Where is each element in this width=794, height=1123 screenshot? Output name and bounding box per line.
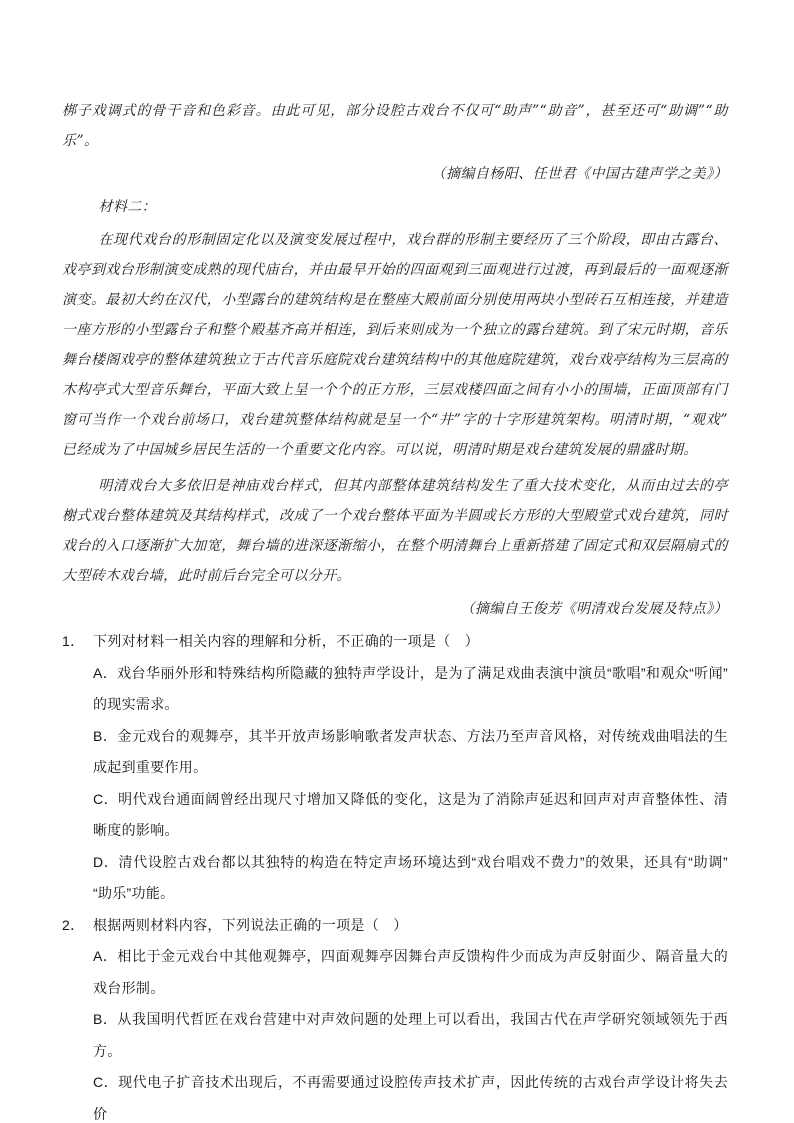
reading-materials — [62, 96, 728, 624]
question-2-stem-text: 根据两则材料内容，下列说法正确的一项是（ ） — [93, 916, 408, 933]
question-2-option-c: C．现代电子扩音技术出现后，不再需要通过设腔传声技术扩声，因此传统的古戏台声学设计将失去价 — [93, 1074, 728, 1122]
question-2-stem — [62, 910, 728, 942]
question-1-option-c: C．明代戏台通面阔曾经出现尺寸增加又降低的变化，这是为了消除声延迟和回声对声音整体性、清晰度的影响。 — [93, 790, 728, 838]
question-1-option-a: A．戏台华丽外形和特殊结构所隐藏的独特声学设计，是为了满足戏曲表演中演员“歌唱”和观众“听闻”的现实需求。 — [93, 664, 728, 712]
question-section — [62, 626, 728, 1123]
question-2 — [62, 910, 728, 1123]
question-2-option-b: B．从我国明代哲匠在戏台营建中对声效问题的处理上可以看出，我国古代在声学研究领域领先于西方。 — [93, 1011, 728, 1059]
question-1-option-d: D．清代设腔古戏台都以其独特的构造在特定声场环境达到“戏台唱戏不费力”的效果，还具有“助调”“助乐”功能。 — [93, 853, 728, 901]
question-1-option-b: B．金元戏台的观舞亭，其半开放声场影响歌者发声状态、方法乃至声音风格，对传统戏曲唱法的生成起到重要作用。 — [93, 727, 728, 775]
material-two-citation: （摘编自王俊芳《明清戏台发展及特点》） — [460, 601, 728, 617]
material-two-paragraph-2: 明清戏台大多依旧是神庙戏台样式，但其内部整体建筑结构发生了重大技术变化，从而由过去的亭榭式戏台整体建筑及其结构样式，改成了一个戏台整体平面为半圆或长方形的大型殿堂式戏台建筑，同时戏台的入口逐渐扩大加宽，舞台墙的进深逐渐缩小，在整个明清舞台上重新搭建了固定式和双层隔扇式的大型砖木戏台墙，此时前后台完全可以分开。 — [62, 478, 728, 584]
material-one-closing-line: 梆子戏调式的骨干音和色彩音。由此可见，部分设腔古戏台不仅可“助声”“助音”，甚至还可“助调”“助乐”。 — [62, 103, 728, 149]
question-1-stem — [62, 626, 728, 658]
question-1-number: 1． — [62, 633, 85, 649]
material-two-heading: 材料二： — [98, 199, 157, 215]
question-1 — [62, 626, 728, 910]
question-2-number: 2． — [62, 916, 85, 933]
material-one-citation: （摘编自杨阳、任世君《中国古建声学之美》） — [431, 166, 728, 182]
question-2-option-a: A．相比于金元戏台中其他观舞亭，四面观舞亭因舞台声反馈构件少而成为声反射面少、隔音量大的戏台形制。 — [93, 948, 728, 996]
material-two-paragraph-1: 在现代戏台的形制固定化以及演变发展过程中，戏台群的形制主要经历了三个阶段，即由古露台、戏亭到戏台形制演变成熟的现代庙台，并由最早开始的四面观到三面观进行过渡，再到最后的一面观逐渐演变。最初大约在汉代，小型露台的建筑结构是在整座大殿前面分别使用两块小型砖石互相连接，并建造一座方形的小型露台子和整个殿基齐高并相连，到后来则成为一个独立的露台建筑。到了宋元时期，音乐舞台楼阁戏亭的整体建筑独立于古代音乐庭院戏台建筑结构中的其他庭院建筑，戏台戏亭结构为三层高的木构亭式大型音乐舞台，平面大致上呈一个个的正方形，三层戏楼四面之间有小小的围墙，正面顶部有门窗可当作一个戏台前场口，戏台建筑整体结构就是呈一个“井”字的十字形建筑架构。明清时期，“观戏”已经成为了中国城乡居民生活的一个重要文化内容。可以说，明清时期是戏台建筑发展的鼎盛时期。 — [62, 232, 728, 458]
question-1-stem-text: 下列对材料一相关内容的理解和分析，不正确的一项是（ ） — [93, 633, 480, 649]
